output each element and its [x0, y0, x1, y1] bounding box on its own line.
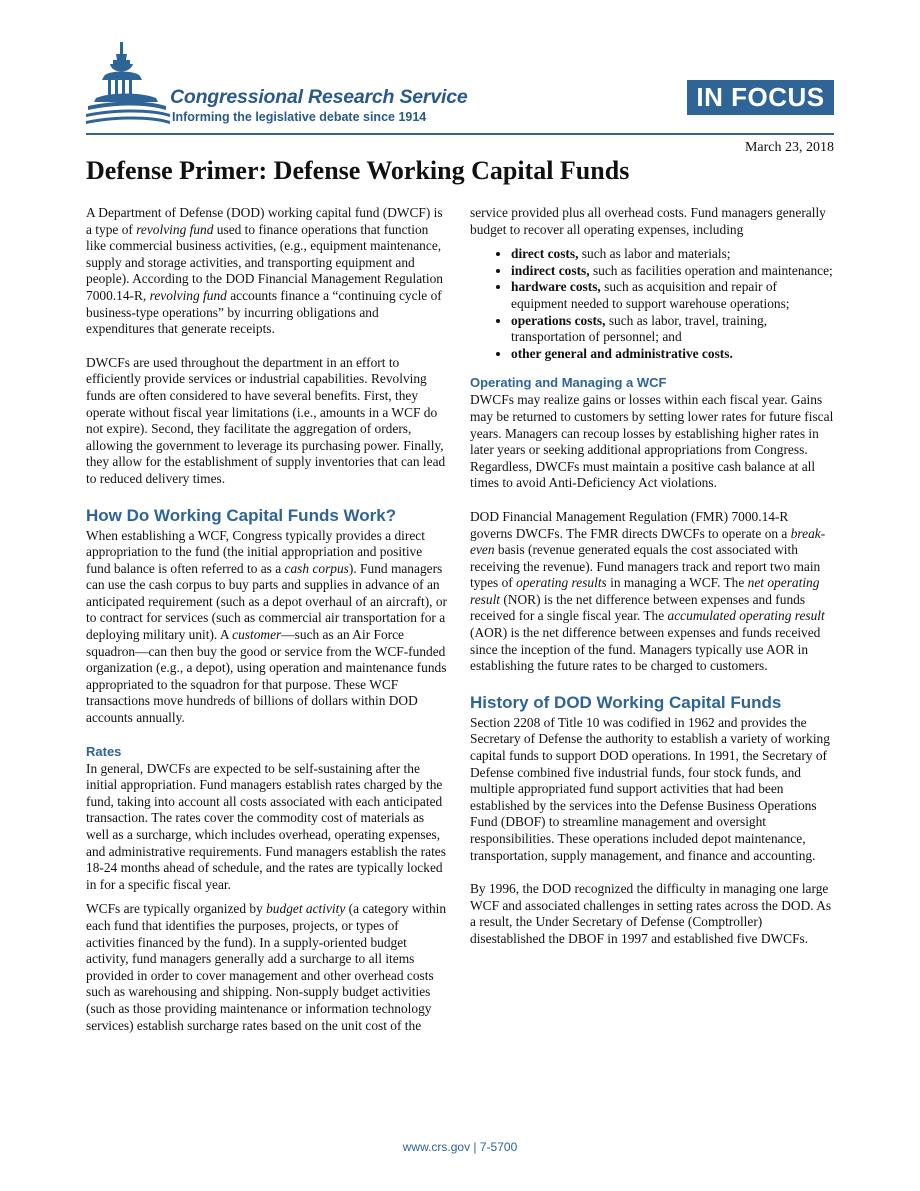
operating-paragraph-1: DWCFs may realize gains or losses within each fiscal year. Gains may be returned to customers by setting lower rates for future fiscal years. Managers can recoup losses by establishing higher rates in later years or seeking additional appropriations from Congress. Regardless, DWCFs must maintain a positive cash balance at all times to avoid Anti-Deficiency Act violations. [470, 392, 834, 491]
section-heading-how-wcf-work: How Do Working Capital Funds Work? [86, 505, 397, 525]
in-focus-badge: IN FOCUS [687, 80, 834, 115]
operating-paragraph-2: DOD Financial Management Regulation (FMR) 7000.14-R governs DWCFs. The FMR directs DWCFs to operate on a break-even basis (revenue generated equals the cost associated with receiving the revenue). Fund managers track and report two main types of operating results in managing a WCF. The net operating result (NOR) is the net difference between expenses and funds received for a single fiscal year. The accumulated operating result (AOR) is the net difference between expenses and funds received since the inception of the fund. Managers typically use AOR in establishing the future rates to be charged to customers. [470, 508, 826, 674]
rates-continued-paragraph: service provided plus all overhead costs. Fund managers generally budget to recover all operating expenses, including [470, 205, 826, 237]
header-divider [86, 133, 834, 135]
how-wcf-work-paragraph: When establishing a WCF, Congress typically provides a direct appropriation to the fund (the initial appropriation and positive fund balance is often referred to as a cash corpus). Fund managers can use the cash corpus to buy parts and supplies in advance of an anticipated requirement (such as a depot overhaul of an aircraft), or to contract for services (such as commercial air transportation for a deploying military unit). A customer—such as an Air Force squadron—can then buy the good or service from the WCF-funded organization (e.g., a depot), using operation and maintenance funds appropriated to the squadron for that purpose. These WCF transactions move hundreds of billions of dollars within DOD accounts annually. [86, 527, 448, 726]
org-tagline: Informing the legislative debate since 1914 [172, 110, 427, 124]
list-item: • hardware costs, such as acquisition and repair of equipment needed to support warehouse operations; [511, 279, 834, 312]
subheading-rates: Rates [86, 743, 122, 759]
org-name: Congressional Research Service [170, 86, 468, 108]
rates-paragraph-1: In general, DWCFs are expected to be self-sustaining after the initial appropriation. Fund managers establish rates charged by the fund, taking into account all costs associated with each anticipated transaction. The rates cover the commodity cost of materials as well as a surcharge, which includes overhead, operating expenses, and administrative requirements. Fund managers establish the rates 18-24 months ahead of schedule, and the rates are typically locked in for a specific fiscal year. [86, 760, 446, 892]
intro-paragraph-1: A Department of Defense (DOD) working capital fund (DWCF) is a type of revolving fund used to finance operations that function like commercial business activities, (e.g., equipment maintenance, supply and storage activities, and transporting equipment and people). According to the DOD Financial Management Regulation 7000.14-R, revolving fund accounts finance a “continuing cycle of business-type operations” by incurring obligations and expenditures that generate receipts. [86, 205, 443, 337]
cost-list [470, 246, 834, 362]
list-item: • other general and administrative costs. [511, 346, 834, 363]
subheading-operating-managing: Operating and Managing a WCF [470, 375, 667, 391]
list-item: • indirect costs, such as facilities operation and maintenance; [511, 263, 834, 280]
right-column [470, 205, 834, 965]
list-item: • operations costs, such as labor, travel, training, transportation of personnel; and [511, 313, 834, 346]
section-heading-history: History of DOD Working Capital Funds [470, 692, 782, 712]
left-column [86, 205, 450, 1051]
page-title: Defense Primer: Defense Working Capital Funds [86, 156, 630, 185]
footer-site-link[interactable]: www.crs.gov | 7-5700 [402, 1140, 518, 1154]
history-paragraph-2: By 1996, the DOD recognized the difficulty in managing one large WCF and associated challenges in setting rates across the DOD. As a result, the Under Secretary of Defense (Comptroller) disestablished the DBOF in 1997 and established five DWCFs. [470, 881, 832, 946]
list-item: • direct costs, such as labor and materials; [511, 246, 834, 263]
history-paragraph-1: Section 2208 of Title 10 was codified in 1962 and provides the Secretary of Defense the authority to establish a variety of working capital funds to support DOD operations. In 1991, the Secretary of Defense combined five industrial funds, four stock funds, and multiple appropriated fund support activities that had been established by the services into the Defense Business Operations Fund (DBOF) to streamline management and oversight responsibilities. These operations included depot maintenance, transportation, supply management, and finance and accounting. [470, 714, 830, 863]
intro-paragraph-2: DWCFs are used throughout the department in an effort to efficiently provide services or industrial capabilities. Revolving funds are often considered to have several benefits. First, they operate without fiscal year limitations (i.e., amounts in a WCF do not expire). Second, they facilitate the aggregation of orders, allowing the government to leverage its purchasing power. Finally, they allow for the establishment of supply inventories that can lead to reduced delivery times. [86, 354, 446, 486]
rates-paragraph-2: WCFs are typically organized by budget activity (a category within each fund that identifies the purposes, projects, or types of activities financed by the fund). In a supply-oriented budget activity, fund managers generally add a surcharge to all items provided in order to cover management and other overhead costs such as warehousing and shipping. Non-supply budget activities (such as those providing maintenance or information technology services) establish surcharge rates based on the unit cost of the [86, 901, 447, 1033]
publication-date: March 23, 2018 [744, 140, 834, 155]
